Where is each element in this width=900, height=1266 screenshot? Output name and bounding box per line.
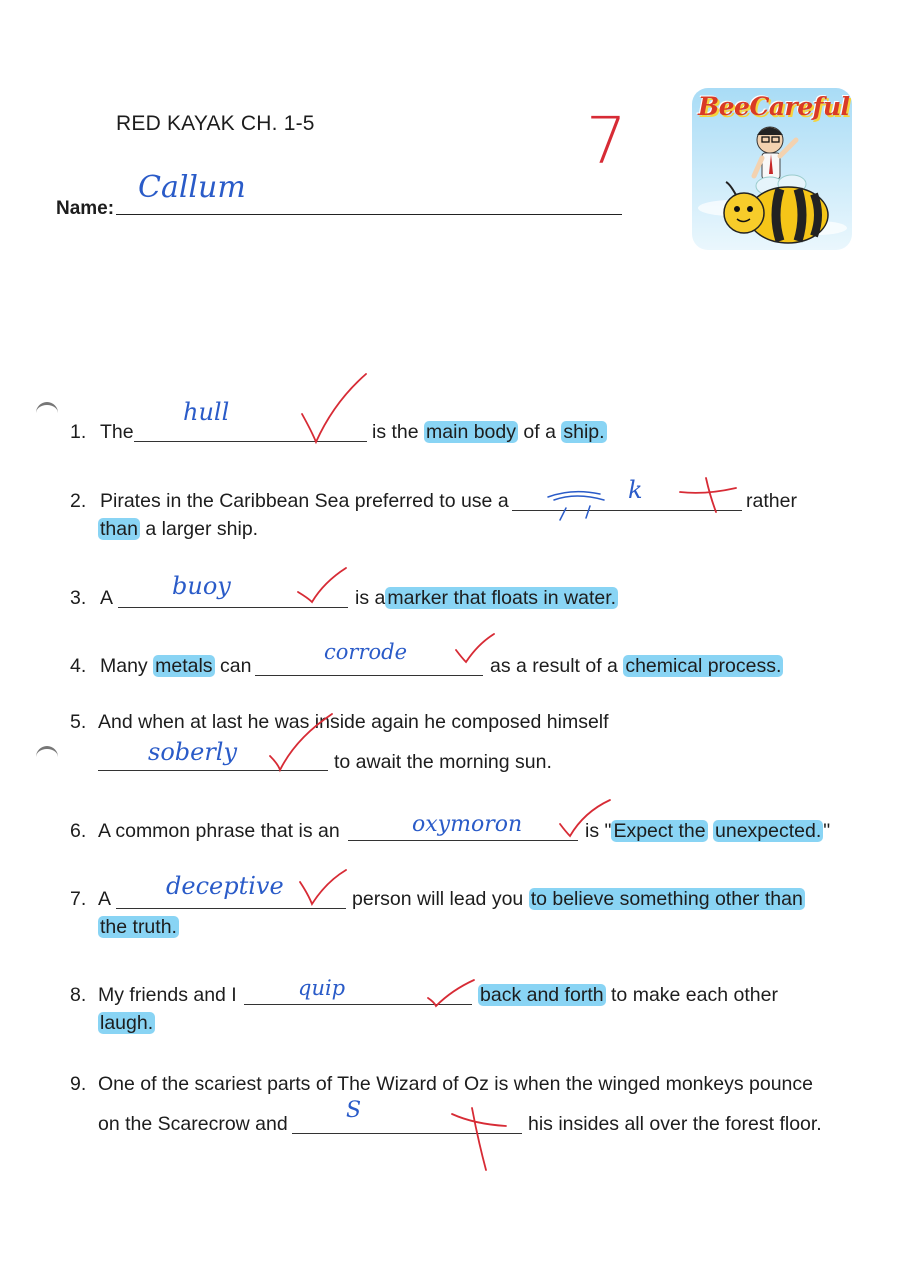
question-number: 8. <box>70 984 87 1006</box>
question-number: 6. <box>70 820 87 842</box>
check-mark <box>456 634 494 662</box>
grade-mark: 7 <box>586 105 627 179</box>
question-number: 4. <box>70 655 87 677</box>
question-text: to await the morning sun. <box>334 751 552 773</box>
handwritten-answer: k <box>628 476 643 504</box>
question-text: A common phrase that is an <box>98 820 340 842</box>
question-text: as a result of a chemical process. <box>490 655 782 677</box>
highlighted-text: to believe something other than <box>530 888 803 910</box>
check-mark <box>560 800 610 836</box>
check-mark <box>300 870 346 904</box>
handwritten-answer: deceptive <box>166 872 284 900</box>
handwritten-answer: S <box>346 1098 362 1123</box>
question-text: A <box>98 888 112 910</box>
question-text: A <box>100 587 114 609</box>
handwritten-answer: soberly <box>148 738 238 766</box>
question-text: his insides all over the forest floor. <box>528 1113 822 1135</box>
question-text: than a larger ship. <box>100 518 259 540</box>
check-mark <box>270 714 332 770</box>
highlighted-text: chemical process. <box>625 655 782 677</box>
question-number: 7. <box>70 888 87 910</box>
cross-mark <box>452 1108 506 1170</box>
worksheet-title: RED KAYAK CH. 1-5 <box>116 112 315 135</box>
question-text: rather <box>746 490 797 512</box>
question-text: My friends and I <box>98 984 237 1006</box>
handwritten-answer: oxymoron <box>412 812 523 837</box>
highlighted-text: marker that floats in water. <box>387 587 617 609</box>
check-mark <box>298 568 346 602</box>
highlighted-text: than <box>100 518 138 540</box>
scribble <box>548 492 604 520</box>
cross-mark <box>680 478 736 512</box>
student-name: Callum <box>138 170 246 205</box>
question-text: Pirates in the Caribbean Sea preferred to use a <box>100 490 509 512</box>
highlighted-text: unexpected. <box>715 820 822 842</box>
highlighted-text: laugh. <box>100 1012 154 1034</box>
check-mark <box>302 374 366 442</box>
logo-text: BeeCareful <box>698 92 850 121</box>
question-text: on the Scarecrow and <box>98 1113 288 1135</box>
handwritten-answer: buoy <box>172 572 231 600</box>
check-mark <box>428 980 474 1006</box>
handwritten-answer: quip <box>298 976 346 1000</box>
question-number: 5. <box>70 711 87 733</box>
highlighted-text: Expect the <box>613 820 706 842</box>
question-text: is a marker that floats in water. <box>355 587 617 609</box>
question-text: person will lead you to believe something other than <box>352 888 803 910</box>
question-text: is the main body of a ship. <box>372 421 605 443</box>
question-text: And when at last he was inside again he composed himself <box>98 711 609 733</box>
question-number: 9. <box>70 1073 87 1095</box>
highlighted-text: metals <box>155 655 213 677</box>
question-text: back and forth to make each other <box>480 984 778 1006</box>
highlighted-text: ship. <box>563 421 605 443</box>
question-text: Many metals can <box>100 655 252 677</box>
handwritten-answer: corrode <box>324 640 407 664</box>
question-text: One of the scariest parts of The Wizard of Oz is when the winged monkeys pounce <box>98 1073 813 1095</box>
question-number: 2. <box>70 490 87 512</box>
question-number: 3. <box>70 587 87 609</box>
question-text: is " Expect the unexpected. " <box>585 820 831 842</box>
highlighted-text: back and forth <box>480 984 604 1006</box>
question-number: 1. <box>70 421 87 443</box>
highlighted-text: the truth. <box>100 916 177 938</box>
highlighted-text: main body <box>426 421 516 443</box>
name-label: Name: <box>56 198 115 219</box>
question-text: The <box>100 421 134 443</box>
handwritten-answer: hull <box>183 398 230 426</box>
